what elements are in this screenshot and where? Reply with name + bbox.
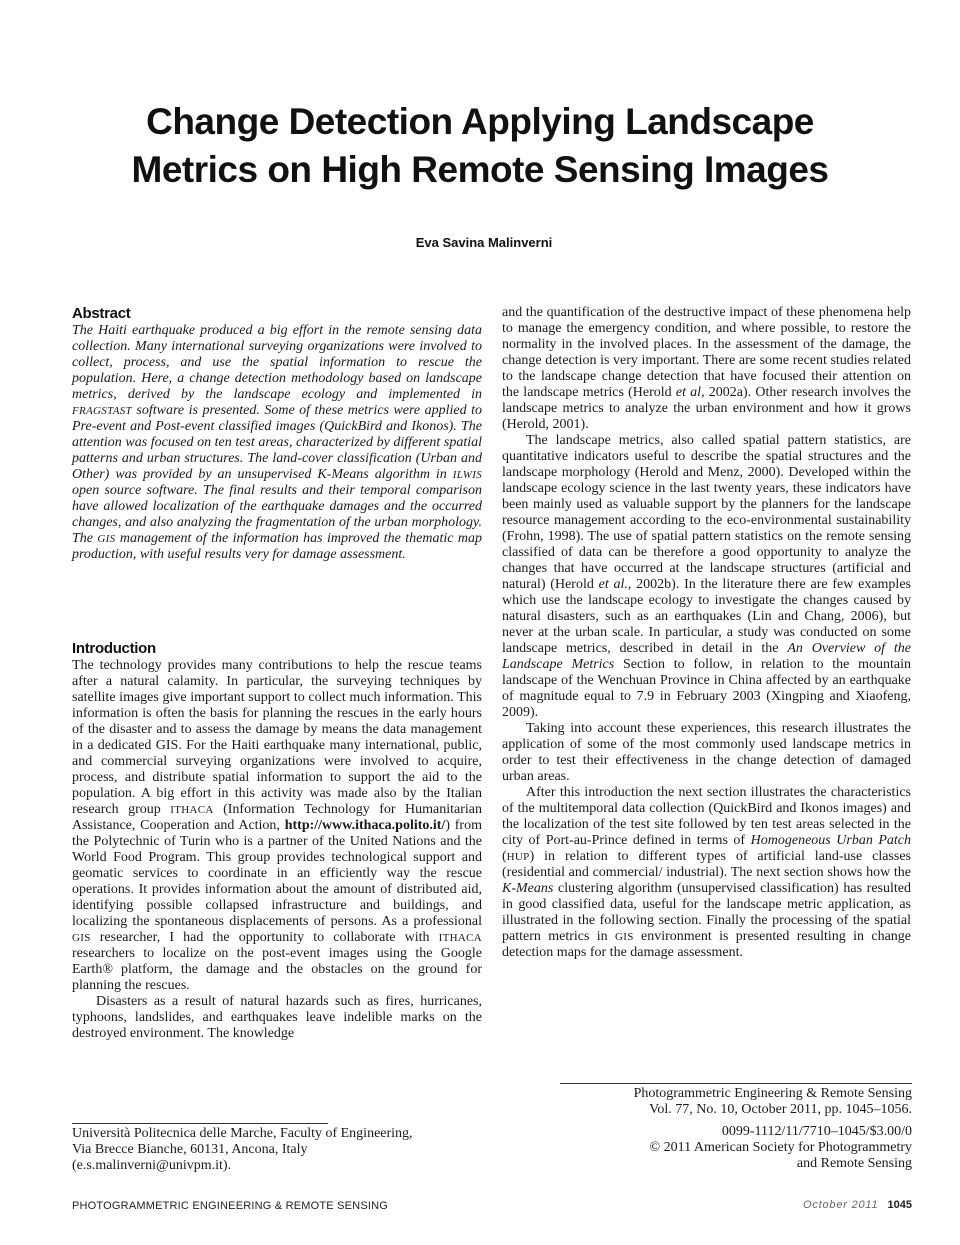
footer-journal-name: PHOTOGRAMMETRIC ENGINEERING & REMOTE SENSING xyxy=(72,1200,389,1212)
abstract-section xyxy=(72,305,482,563)
affiliation-line-1: Università Politecnica delle Marche, Faculty of Engineering, xyxy=(72,1126,413,1141)
journal-rule xyxy=(560,1083,912,1084)
journal-issn-line: 0099-1112/11/7710–1045/$3.00/0 xyxy=(721,1124,912,1139)
affiliation-line-3: (e.s.malinverni@univpm.it). xyxy=(72,1158,232,1173)
footer-page-info xyxy=(803,1199,912,1211)
affiliation-rule xyxy=(72,1123,328,1124)
author-affiliation xyxy=(72,1123,492,1174)
paper-title xyxy=(0,98,960,194)
abstract-text: The Haiti earthquake produced a big effort in the remote sensing data collection. Many international surveying organizations were involved to collect, process, and use the spatial information to rescue the population. Here, a change detection methodology based on landscape metrics, derived by the landscape ecology and implemented in FRAGSTAST software is presented. Some of these metrics were applied to Pre-event and Post-event classified images (QuickBird and Ikonos). The attention was focused on ten test areas, characterized by different spatial patterns and urban structures. The land-cover classification (Urban and Other) was provided by an unsupervised K-Means algorithm in ILWIS open source software. The final results and their temporal comparison have allowed localization of the earthquake damages and the occurred changes, and also analyzing the fragmentation of the urban morphology. The GIS management of the information has improved the thematic map production, with useful results very for damage assessment. xyxy=(72,323,483,562)
introduction-paragraph-1: The technology provides many contributions to help the rescue teams after a natural calamity. In particular, the surveying techniques by satellite images give important support to collect much information. This information is often the basis for planning the rescues in the early hours of the disaster and to assess the damage by means the data management in a dedicated GIS. For the Haiti earthquake many international, public, and commercial surveying organizations were involved to acquire, process, and distribute spatial information to support the aid to the population. A big effort in this activity was made also by the Italian research group ITHACA (Information Technology for Humanitarian Assistance, Cooperation and Action, http://www.ithaca.polito.it/) from the Polytechnic of Turin who is a partner of the United Nations and the World Food Program. This group provides technological support and geomatic services to coordinate in an efficiently way the rescue operations. It provides information about the amount of distributed aid, identifying possible collapsed infrastructure and buildings, and localizing the spontaneous displacements of persons. As a professional GIS researcher, I had the opportunity to collaborate with ITHACA researchers to localize on the post-event images using the Google Earth® platform, the damage and the obstacles on the ground for planning the rescues. xyxy=(72,658,482,993)
journal-name-line: Photogrammetric Engineering & Remote Sensing xyxy=(633,1086,912,1101)
right-paragraph-2: The landscape metrics, also called spatial pattern statistics, are quantitative indicators useful to describe the spatial structures and the landscape morphology (Herold and Menz, 2000). Developed within the landscape ecology science in the last twenty years, these indicators have been mainly used as valuable support by the planners for the landscape resource management according to the eco-environmental sustainability (Frohn, 1998). The use of spatial pattern statistics on the remote sensing classified of data can be therefore a good opportunity to analyze the changes that have occurred at the landscape structures (artificial and natural) (Herold et al., 2002b). In the literature there are few examples which use the landscape ecology to investigate the changes caused by natural disasters, such as an earthquakes (Lin and Chang, 2006), but never at the urban scale. In particular, a study was conducted on some landscape metrics, described in detail in the An Overview of the Landscape Metrics Section to follow, in relation to the mountain landscape of the Wenchuan Province in China affected by an earthquake of magnitude equal to 7.9 in February 2003 (Xingping and Xiaofeng, 2009). xyxy=(502,433,911,720)
right-paragraph-1: and the quantification of the destructive impact of these phenomena help to manage the emergency condition, and where possible, to restore the normality in the involved places. In the assessment of the damage, the change detection is very important. There are some recent studies related to the landscape change detection that have focused their attention on the landscape metrics (Herold et al, 2002a). Other research involves the landscape metrics to analyze the urban environment and how it grows (Herold, 2001). xyxy=(502,305,911,432)
journal-volume-line: Vol. 77, No. 10, October 2011, pp. 1045–1056. xyxy=(649,1102,912,1117)
right-paragraph-4: After this introduction the next section illustrates the characteristics of the multitemporal data collection (QuickBird and Ikonos images) and the localization of the test site followed by ten test areas selected in the city of Port-au-Prince defined in terms of Homogeneous Urban Patch (HUP) in relation to different types of artificial land-use classes (residential and commercial/ industrial). The next section shows how the K-Means clustering algorithm (unsupervised classification) has resulted in good classified data, useful for the landscape metric application, as illustrated in the following section. Finally the processing of the spatial pattern metrics in GIS environment is presented resulting in change detection maps for the damage assessment. xyxy=(502,785,912,960)
page-number: 1045 xyxy=(887,1199,912,1211)
ithaca-link[interactable]: http://www.ithaca.polito.it/ xyxy=(284,818,446,833)
right-paragraph-3: Taking into account these experiences, this research illustrates the application of some of the most commonly used landscape metrics in order to test their effectiveness in the change detection of damaged urban areas. xyxy=(502,721,911,784)
introduction-section xyxy=(72,640,482,1042)
title-line-2: Metrics on High Remote Sensing Images xyxy=(131,149,829,190)
introduction-heading: Introduction xyxy=(72,640,156,657)
right-column xyxy=(502,305,911,961)
author-name: Eva Savina Malinverni xyxy=(415,235,553,250)
footer-date: October 2011 xyxy=(803,1199,879,1211)
journal-copyright-line: © 2011 American Society for Photogrammetry xyxy=(649,1140,912,1155)
affiliation-line-2: Via Brecce Bianche, 60131, Ancona, Italy xyxy=(72,1142,308,1157)
journal-society-line: and Remote Sensing xyxy=(796,1156,912,1171)
introduction-paragraph-2: Disasters as a result of natural hazards such as fires, hurricanes, typhoons, landslides, and earthquakes leave indelible marks on the destroyed environment. The knowledge xyxy=(72,994,482,1041)
title-line-1: Change Detection Applying Landscape xyxy=(146,101,814,142)
journal-citation xyxy=(560,1083,912,1172)
abstract-heading: Abstract xyxy=(72,305,131,322)
